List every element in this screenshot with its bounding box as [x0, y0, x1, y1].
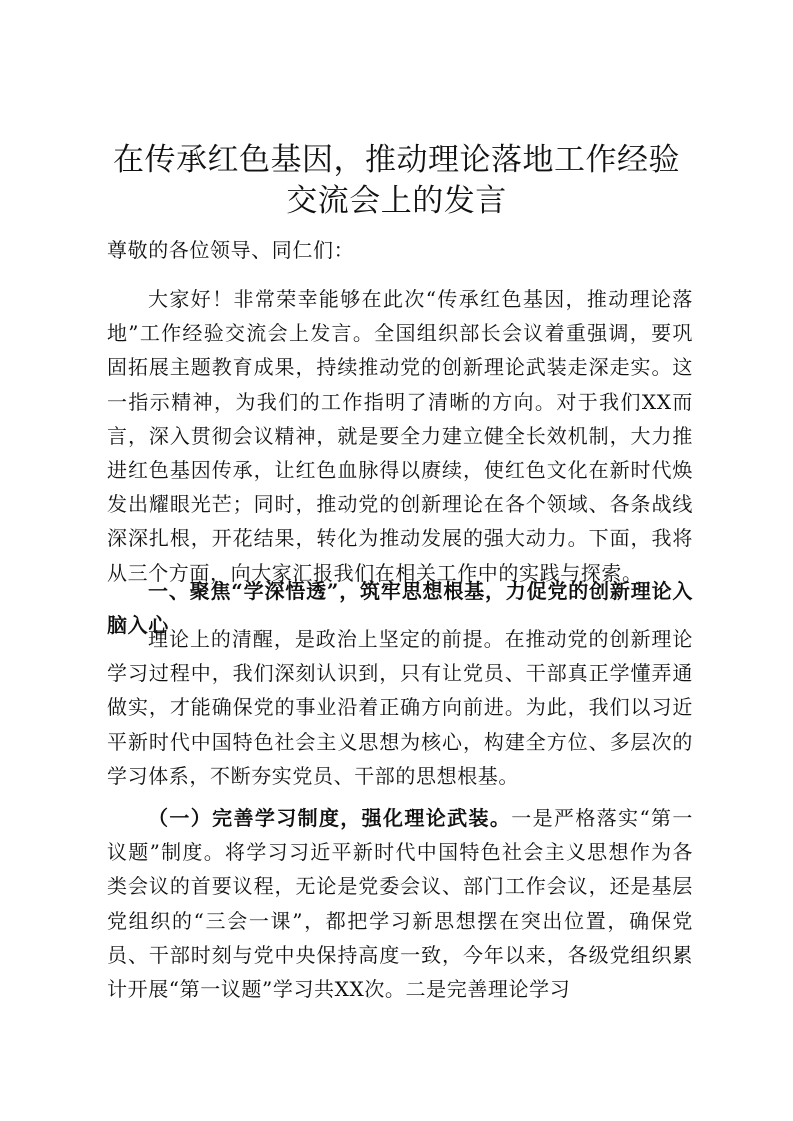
- section-heading-1: 一、聚焦“学深悟透”，筑牢思想根基，力促党的创新理论入脑入心: [107, 579, 693, 638]
- salutation: 尊敬的各位领导、同仁们：: [107, 238, 355, 262]
- section-1-paragraph: 理论上的清醒，是政治上坚定的前提。在推动党的创新理论学习过程中，我们深刻认识到，只有让党员、干部真正学懂弄通做实，才能确保党的事业沿着正确方向前进。为此，我们以习近平新时代中国特色社会主义思想为核心，构建全方位、多层次的学习体系，不断夯实党员、干部的思想根基。: [107, 627, 693, 788]
- subsection-1-paragraph: [107, 801, 693, 1006]
- document-title: 在传承红色基因，推动理论落地工作经验交流会上的发言: [113, 142, 680, 219]
- intro-paragraph: 大家好！非常荣幸能够在此次“传承红色基因，推动理论落地”工作经验交流会上发言。全国组织部长会议着重强调，要巩固拓展主题教育成果，持续推动党的创新理论武装走深走实。这一指示精神，为我们的工作指明了清晰的方向。对于我们XX而言，深入贯彻会议精神，就是要全力建立健全长效机制，大力推进红色基因传承，让红色血脉得以赓续，使红色文化在新时代焕发出耀眼光芒；同时，推动党的创新理论在各个领域、各条战线深深扎根，开花结果，转化为推动发展的强大动力。下面，我将从三个方面，向大家汇报我们在相关工作中的实践与探索。: [107, 287, 693, 585]
- subsection-heading-1: （一）完善学习制度，强化理论武装。: [148, 806, 512, 830]
- subsection-1-body: 一是严格落实“第一议题”制度。将学习习近平新时代中国特色社会主义思想作为各类会议的首要议程，无论是党委会议、部门工作会议，还是基层党组织的“三会一课”，都把学习新思想摆在突出位置，确保党员、干部时刻与党中央保持高度一致，今年以来，各级党组织累计开展“第一议题”学习共XX次。二是完善理论学习: [107, 806, 694, 1002]
